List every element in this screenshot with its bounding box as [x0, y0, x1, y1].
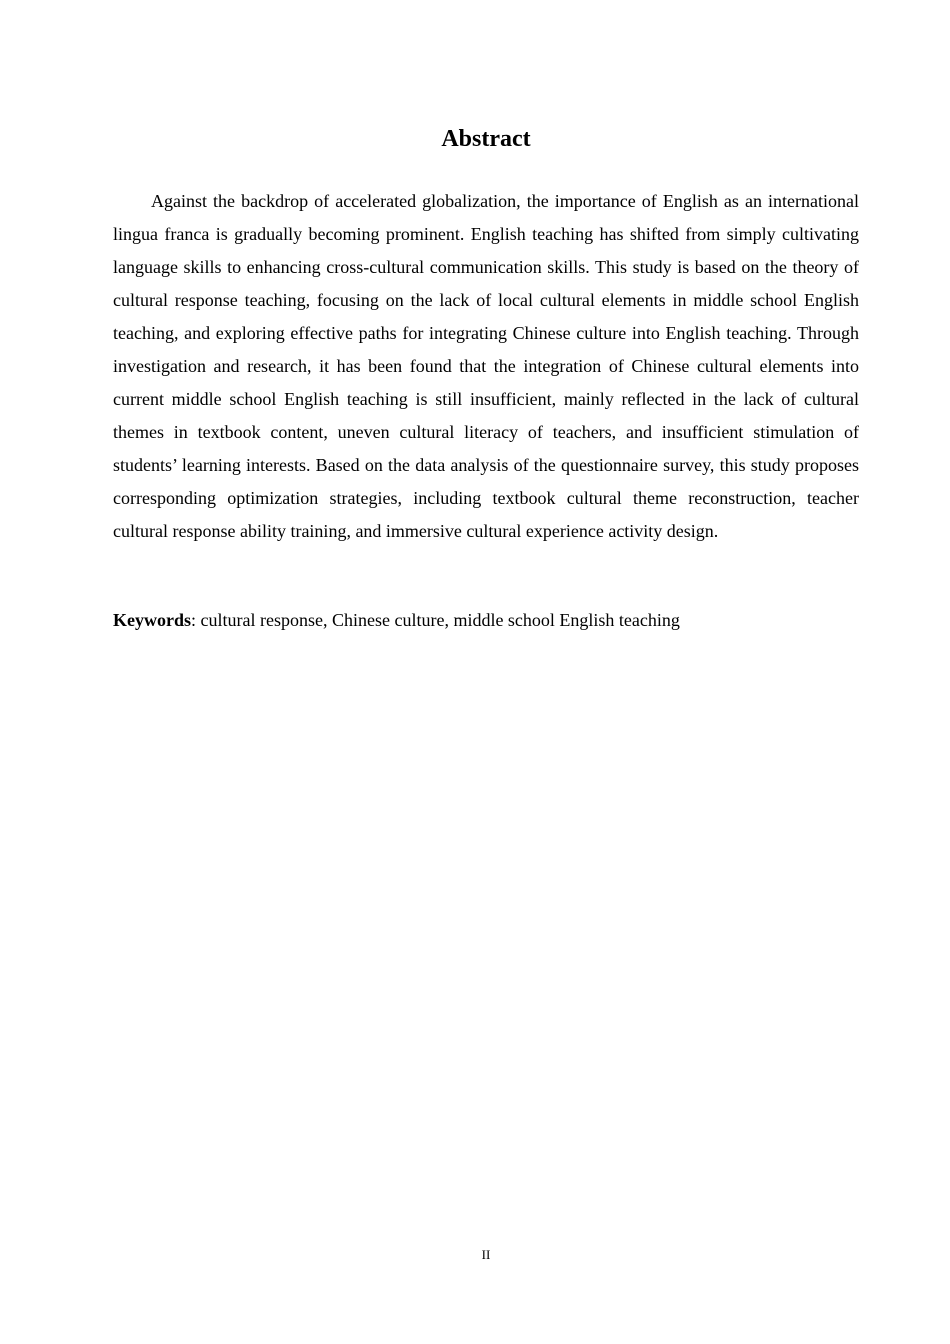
keywords-label: Keywords	[113, 610, 191, 630]
abstract-title: Abstract	[441, 126, 531, 152]
keywords-line	[113, 606, 859, 634]
page-number: II	[481, 1247, 491, 1262]
keywords-value: cultural response, Chinese culture, middle school English teaching	[200, 610, 680, 630]
keywords-separator: :	[191, 610, 201, 630]
abstract-body: Against the backdrop of accelerated globalization, the importance of English as an international lingua franca is gradually becoming prominent. English teaching has shifted from simply cultivating language skills to enhancing cross-cultural communication skills. This study is based on the theory of cultural response teaching, focusing on the lack of local cultural elements in middle school English teaching, and exploring effective paths for integrating Chinese culture into English teaching. Through investigation and research, it has been found that the integration of Chinese cultural elements into current middle school English teaching is still insufficient, mainly reflected in the lack of cultural themes in textbook content, uneven cultural literacy of teachers, and insufficient stimulation of students’ learning interests. Based on the data analysis of the questionnaire survey, this study proposes corresponding optimization strategies, including textbook cultural theme reconstruction, teacher cultural response ability training, and immersive cultural experience activity design.	[113, 191, 859, 541]
